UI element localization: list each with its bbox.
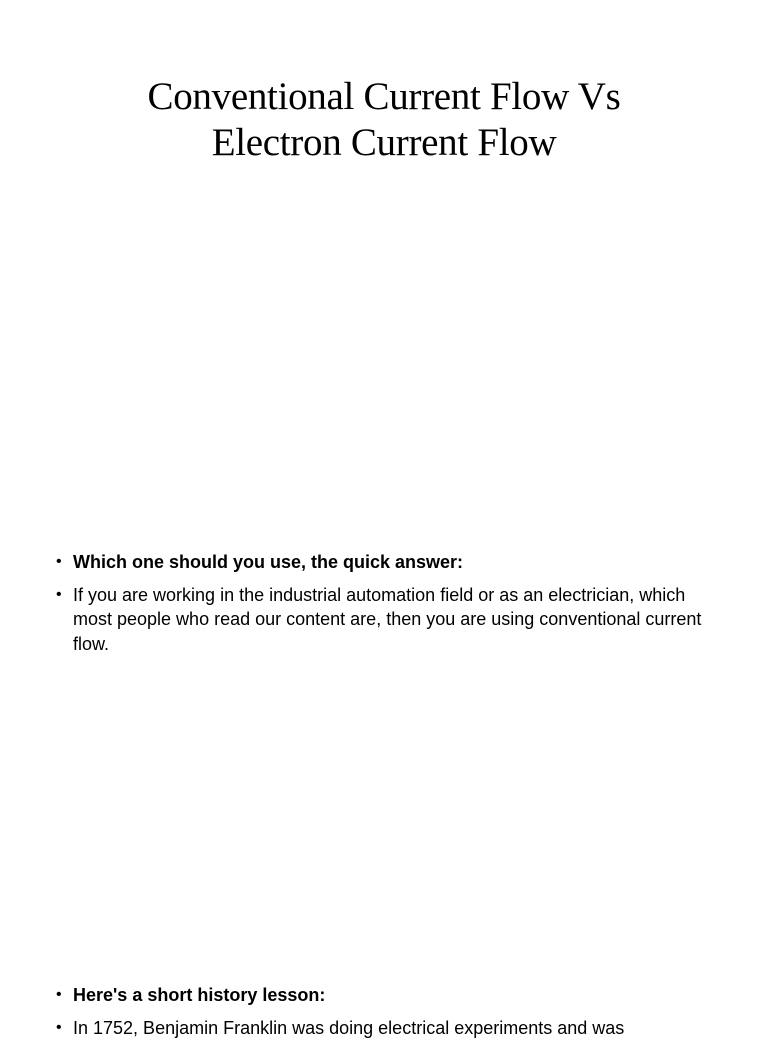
bullet-list-history [56,983,706,1048]
slide-title-line-2: Electron Current Flow [211,121,557,164]
bullet-item [56,1016,706,1041]
bullet-text: If you are working in the industrial automation field or as an electrician, which most people who read our content are, then you are using conventional current flow. [73,584,702,654]
bullet-dot-icon: • [56,986,62,1003]
bullet-heading: Here's a short history lesson: [73,985,326,1005]
bullet-dot-icon: • [56,585,62,603]
bullet-item [56,550,706,575]
bullet-item [56,583,706,657]
bullet-heading: Which one should you use, the quick answer: [73,552,464,572]
slide-title [0,74,768,166]
bullet-dot-icon: • [56,1018,62,1036]
bullet-dot-icon: • [56,553,62,570]
bullet-list-quick-answer [56,550,706,664]
slide-title-line-1: Conventional Current Flow Vs [147,75,621,118]
bullet-text: In 1752, Benjamin Franklin was doing electrical experiments and was [73,1017,625,1038]
bullet-item [56,983,706,1008]
